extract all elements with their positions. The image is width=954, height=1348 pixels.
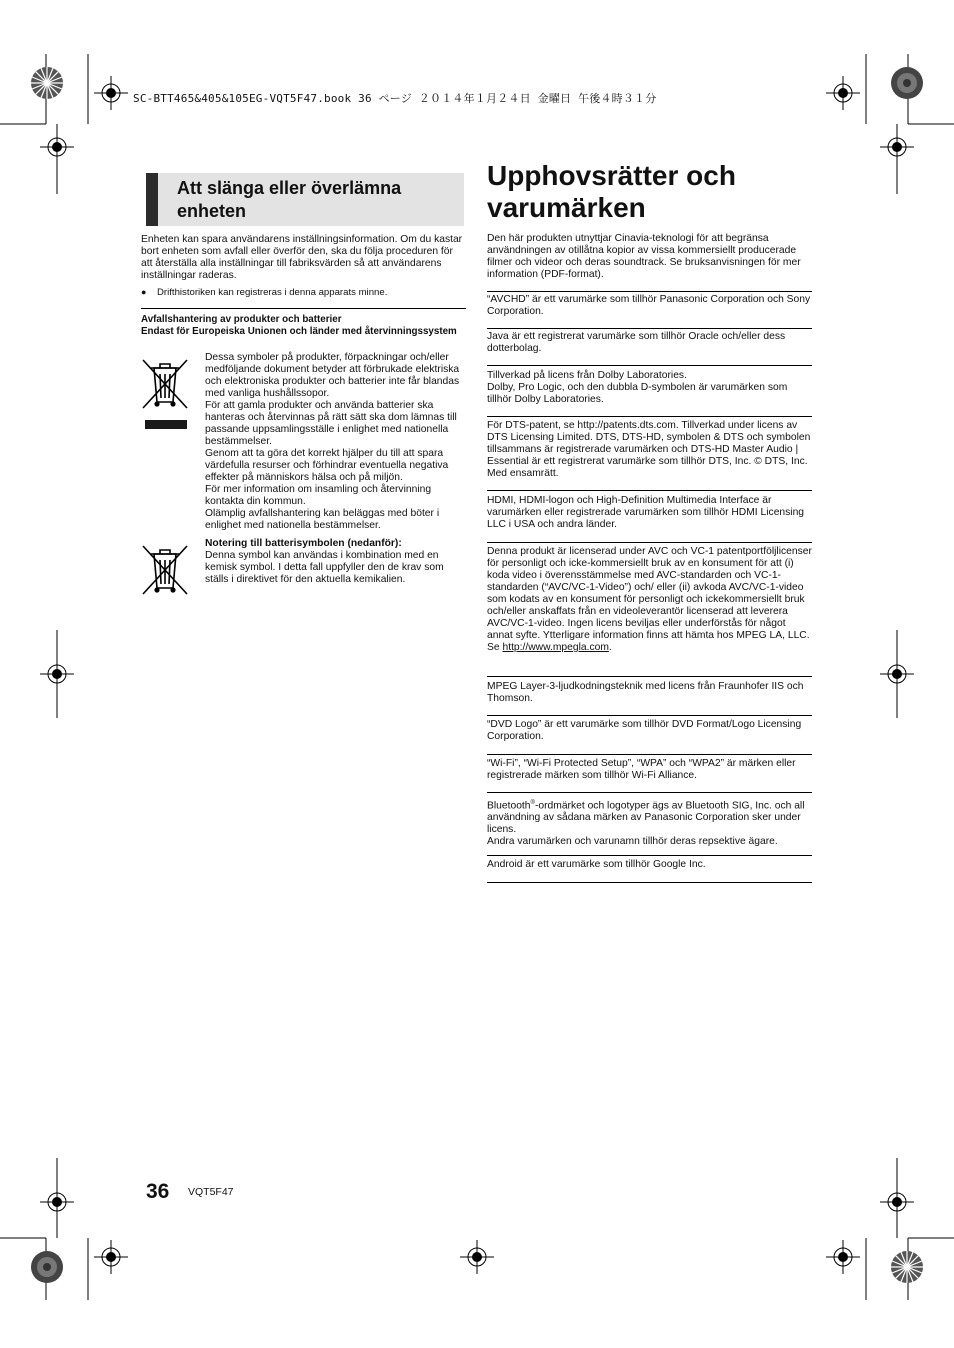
avc-see-line <box>487 642 812 654</box>
registration-target-icon <box>460 1240 494 1274</box>
java-notice: Java är ett registrerat varumärke som tillhör Oracle och/eller dess dotterbolag. <box>487 331 786 354</box>
battery-note <box>205 538 467 586</box>
color-target-icon <box>30 1250 64 1284</box>
disposal-text <box>205 352 467 532</box>
section-title-bar <box>146 173 158 226</box>
registration-target-icon <box>40 657 74 691</box>
disposal-paragraph-4: För mer information om insamling och återvinning kontakta din kommun. <box>205 484 432 507</box>
bluetooth-line-1 <box>487 797 812 836</box>
avc-notice <box>487 546 812 654</box>
divider <box>487 416 812 417</box>
cinavia-notice: Den här produkten utnyttjar Cinavia-teknologi för att begränsa användningen av otillåtna kopior av vissa kommersiellt producerade filmer och videor och deras soundtrack. Se bruksanvisningen för mer information (PDF-format). <box>487 233 801 280</box>
page-number: 36 <box>146 1180 170 1203</box>
disposal-paragraph-2: För att gamla produkter och använda batterier ska hanteras och återvinnas på rätt sätt ska dom lämnas till passande uppsamlingsställe i enlighet med nationella bestämmelser. <box>205 400 457 447</box>
registration-target-icon <box>880 657 914 691</box>
avc-see-label: Se <box>487 642 500 653</box>
star-target-icon <box>890 1250 924 1284</box>
battery-text: Denna symbol kan användas i kombination med en kemisk symbol. I detta fall uppfyller den de krav som ställs i direktivet för den aktuella kemikalien. <box>205 550 444 585</box>
mpegla-link[interactable]: http://www.mpegla.com <box>502 642 609 653</box>
bluetooth-word: Bluetooth <box>487 800 531 812</box>
dolby-line-2: Dolby, Pro Logic, och den dubbla D-symbolen är varumärken som tillhör Dolby Laboratories. <box>487 382 788 405</box>
bullet-text: Drifthistoriken kan registreras i denna apparats minne. <box>157 287 388 298</box>
star-target-icon <box>30 66 64 100</box>
android-notice: Android är ett varumärke som tillhör Google Inc. <box>487 859 706 870</box>
divider <box>487 365 812 366</box>
divider <box>141 308 466 309</box>
registered-mark: ® <box>530 800 535 806</box>
crossed-bin-battery-icon <box>140 542 192 598</box>
file-header-line: SC-BTT465&405&105EG-VQT5F47.book 36 ページ ２０１４年１月２４日 金曜日 午後４時３１分 <box>133 92 657 105</box>
registration-target-icon <box>40 1185 74 1219</box>
divider <box>487 542 812 543</box>
registration-target-icon <box>826 76 860 110</box>
dvd-notice: “DVD Logo” är ett varumärke som tillhör DVD Format/Logo Licensing Corporation. <box>487 719 802 742</box>
document-code: VQT5F47 <box>188 1186 234 1198</box>
registration-target-icon <box>880 1185 914 1219</box>
divider <box>487 291 812 292</box>
divider <box>487 676 812 677</box>
bullet-item <box>141 286 466 299</box>
dolby-notice <box>487 370 812 406</box>
avc-text: Denna produkt är licenserad under AVC och VC-1 patentportföljlicenser för personligt och icke-kommersiellt bruk av en konsument för att (i) koda video i överensstämmelse med AVC-standarden och VC-1-standarden (“AVC/VC-1-Video”) och/ eller (ii) avkoda AVC/VC-1-video som kodats av en konsument för personligt och ickekommersiellt bruk och/eller anskaffats från en videoleverantör licenserad att leverera AVC/VC-1-video. Ingen licens beviljas eller underförstås för något annat syfte. Ytterligare information finns att hämta hos MPEG LA, LLC. <box>487 546 812 641</box>
disposal-paragraph-1: Dessa symboler på produkter, förpackningar och/eller medföljande dokument betyder att förbrukade elektriska och elektroniska produkter och batterier inte får blandas med vanliga hushållssopor. <box>205 352 460 399</box>
registration-target-icon <box>94 1240 128 1274</box>
disposal-paragraph-5: Olämplig avfallshantering kan beläggas med böter i enlighet med nationella bestämmelser. <box>205 508 440 531</box>
divider <box>487 855 812 856</box>
color-target-icon <box>890 66 924 100</box>
wifi-notice: “Wi-Fi”, “Wi-Fi Protected Setup”, “WPA” och “WPA2” är märken eller registrerade märken som tillhör Wi-Fi Alliance. <box>487 758 796 781</box>
avc-period: . <box>608 642 612 653</box>
bullet-icon: ● <box>141 287 147 297</box>
bluetooth-line-2: Andra varumärken och varunamn tillhör deras repsektive ägare. <box>487 836 778 848</box>
registration-target-icon <box>40 130 74 164</box>
divider <box>487 882 812 883</box>
mpeg-notice: MPEG Layer-3-ljudkodningsteknik med licens från Fraunhofer IIS och Thomson. <box>487 681 804 704</box>
disposal-paragraph-3: Genom att ta göra det korrekt hjälper du till att spara värdefulla resurser och förhindrar eventuella negativa effekter på människors hälsa och på miljön. <box>205 448 449 483</box>
intro-paragraph: Enheten kan spara användarens inställningsinformation. Om du kastar bort enheten som avfall eller överför den, ska du följa proceduren för att återställa alla inställningar till fabriksvärden så att användarens inställningar raderas. <box>141 234 463 281</box>
disposal-heading-line-2: Endast för Europeiska Unionen och länder med återvinningssystem <box>141 326 457 337</box>
divider <box>487 754 812 755</box>
bin-bar-symbol <box>145 420 187 429</box>
registration-target-icon <box>94 76 128 110</box>
registration-target-icon <box>880 130 914 164</box>
crossed-bin-icon <box>140 356 192 412</box>
hdmi-notice: HDMI, HDMI-logon och High-Definition Multimedia Interface är varumärken eller registrerade varumärken som tillhör HDMI Licensing LLC i USA och andra länder. <box>487 495 805 530</box>
section-title: Att slänga eller överlämna enheten <box>177 178 402 221</box>
divider <box>487 490 812 491</box>
bluetooth-notice <box>487 797 812 848</box>
divider <box>487 715 812 716</box>
divider <box>487 328 812 329</box>
divider <box>487 792 812 793</box>
avchd-notice: “AVCHD” är ett varumärke som tillhör Panasonic Corporation och Sony Corporation. <box>487 294 811 317</box>
dolby-line-1: Tillverkad på licens från Dolby Laboratories. <box>487 370 687 381</box>
disposal-heading-line-1: Avfallshantering av produkter och batterier <box>141 314 342 325</box>
registration-target-icon <box>826 1240 860 1274</box>
bluetooth-rest: -ordmärket och logotyper ägs av Bluetooth SIG, Inc. och all användning av sådana märken av Panasonic Corporation sker under licens. <box>487 800 805 836</box>
battery-heading: Notering till batterisymbolen (nedanför): <box>205 538 402 549</box>
page-title: Upphovsrätter och varumärken <box>487 160 736 223</box>
dts-notice: För DTS-patent, se http://patents.dts.com. Tillverkad under licens av DTS Licensing Limited. DTS, DTS-HD, symbolen & DTS och symbolen tillsammans är registrerade varumärken och DTS-HD Master Audio | Essential är ett registrerat varumärke som tillhör DTS, Inc. © DTS, Inc. Med ensamrätt. <box>487 420 811 479</box>
disposal-heading <box>141 314 466 338</box>
